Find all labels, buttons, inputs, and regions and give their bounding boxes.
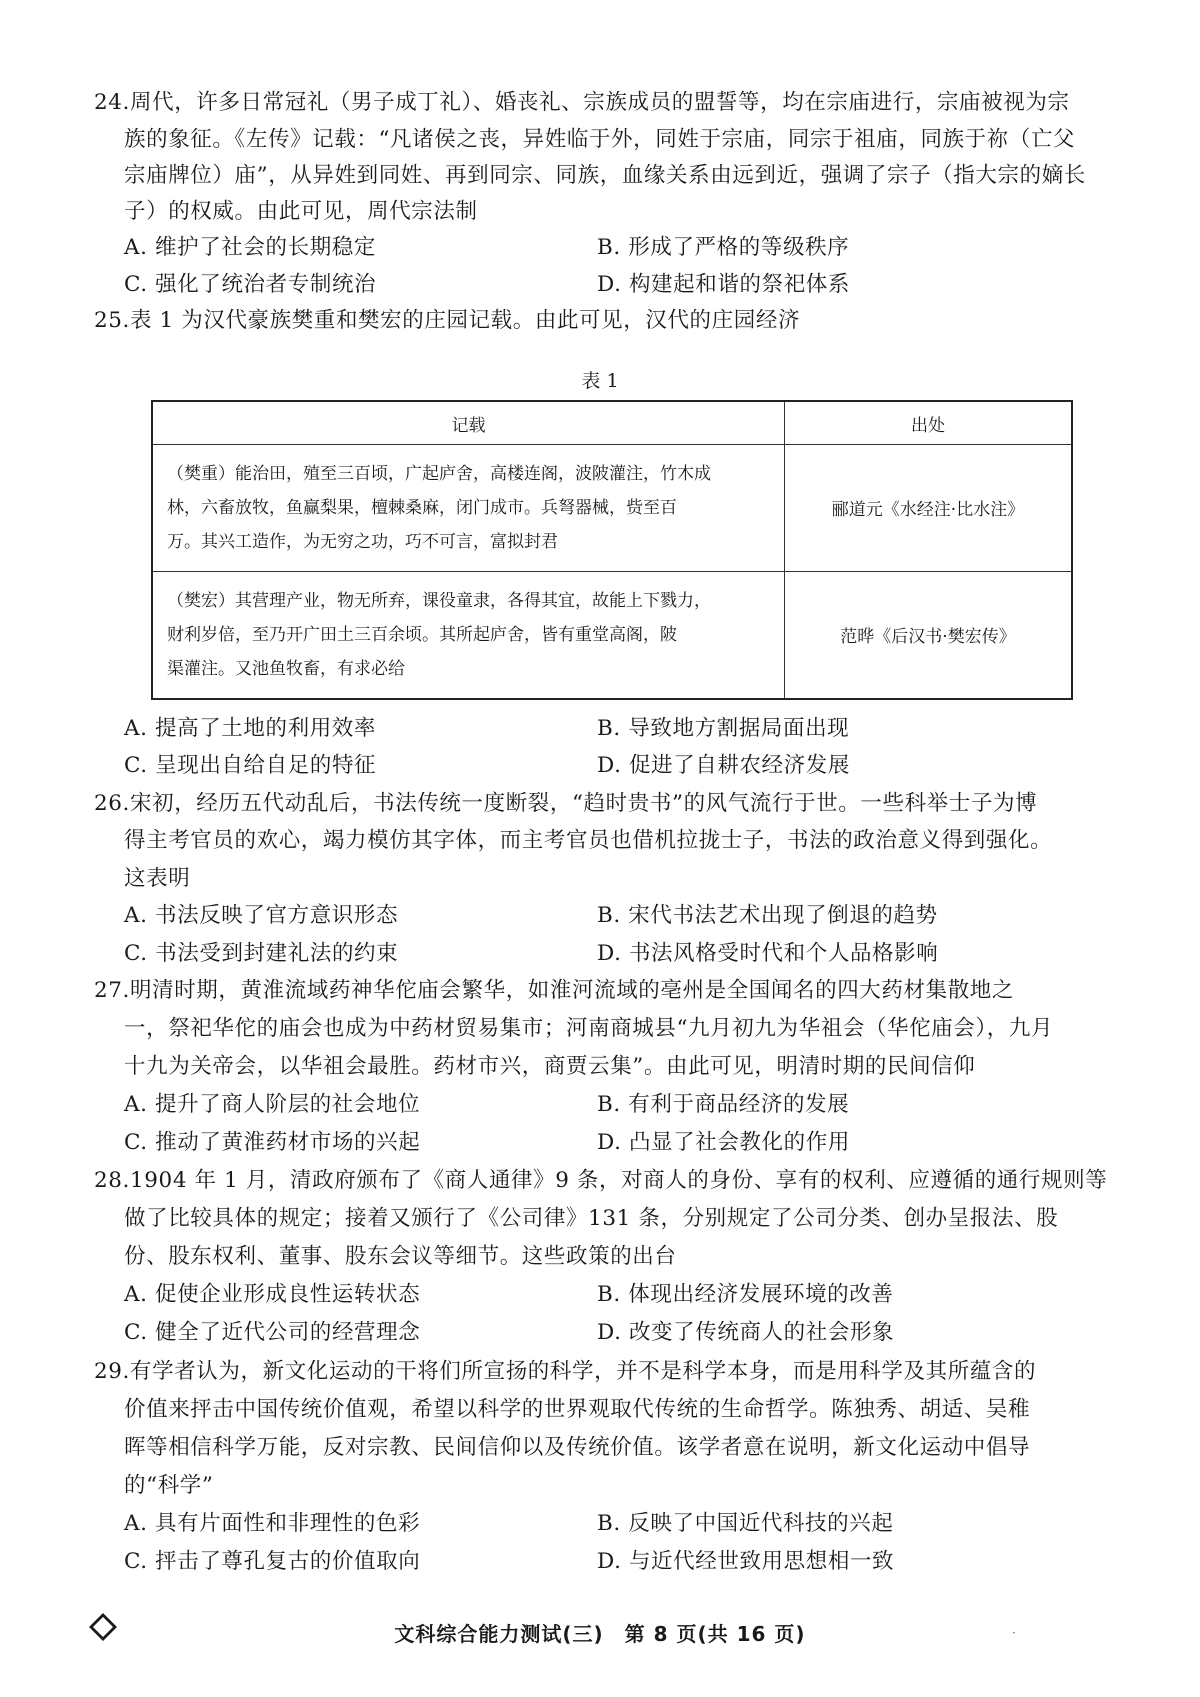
q29-stem-line-4: 的“科学” [124, 1473, 214, 1498]
q24-option-b: B. 形成了严格的等级秩序 [597, 235, 850, 260]
q29-option-c: C. 抨击了尊孔复古的价值取向 [124, 1549, 421, 1574]
q28-stem-line-3: 份、股东权利、董事、股东会议等细节。这些政策的出台 [124, 1244, 677, 1269]
q27-option-d: D. 凸显了社会教化的作用 [597, 1130, 850, 1155]
q28-option-d: D. 改变了传统商人的社会形象 [597, 1320, 895, 1345]
q27-option-c: C. 推动了黄淮药材市场的兴起 [124, 1130, 421, 1155]
record-line: 林，六畜放牧，鱼赢梨果，檀棘桑麻，闭门成市。兵弩器械，赀至百 [167, 497, 677, 518]
q24-stem-line-4: 子）的权威。由此可见，周代宗法制 [124, 199, 478, 224]
q27-stem-line-2: 一，祭祀华佗的庙会也成为中药材贸易集市；河南商城县“九月初九为华祖会（华佗庙会），九月 [124, 1016, 1054, 1041]
q29-stem-line-2: 价值来抨击中国传统价值观，希望以科学的世界观取代传统的生命哲学。陈独秀、胡适、吴稚 [124, 1397, 1031, 1422]
table-header-record: 记载 [152, 401, 785, 445]
q26-option-d: D. 书法风格受时代和个人品格影响 [597, 941, 939, 966]
q25-option-d: D. 促进了自耕农经济发展 [597, 753, 850, 778]
q29-stem-line-3: 晖等相信科学万能，反对宗教、民间信仰以及传统价值。该学者意在说明，新文化运动中倡导 [124, 1435, 1031, 1460]
q24-stem-line-2: 族的象征。《左传》记载：“凡诸侯之丧，异姓临于外，同姓于宗庙，同宗于祖庙，同族于祢（亡父 [124, 127, 1076, 152]
record-line: 渠灌注。又池鱼牧畜，有求必给 [167, 658, 405, 679]
q26-option-c: C. 书法受到封建礼法的约束 [124, 941, 399, 966]
table-header-row [152, 401, 1072, 445]
q26-option-b: B. 宋代书法艺术出现了倒退的趋势 [597, 903, 938, 928]
table-cell-source: 范晔《后汉书·樊宏传》 [785, 571, 1073, 699]
q24-option-c: C. 强化了统治者专制统治 [124, 272, 377, 297]
q24-stem-line-3: 宗庙牌位）庙”，从异姓到同姓、再到同宗、同族，血缘关系由远到近，强调了宗子（指大宗的嫡长 [124, 163, 1086, 188]
q26-stem-line-2: 得主考官员的欢心，竭力模仿其字体，而主考官员也借机拉拢士子，书法的政治意义得到强化。 [124, 828, 1053, 853]
q29-option-d: D. 与近代经世致用思想相一致 [597, 1549, 895, 1574]
q28-option-c: C. 健全了近代公司的经营理念 [124, 1320, 421, 1345]
q24-option-d: D. 构建起和谐的祭祀体系 [597, 272, 850, 297]
page-footer: 文科综合能力测试(三) 第 8 页(共 16 页) [394, 1622, 806, 1646]
q26-stem-line-1: 26.宋初，经历五代动乱后，书法传统一度断裂，“趋时贵书”的风气流行于世。一些科举士子为博 [94, 791, 1038, 816]
table-header-source: 出处 [785, 401, 1073, 445]
record-line: 万。其兴工造作，为无穷之功，巧不可言，富拟封君 [167, 531, 558, 552]
q28-option-a: A. 促使企业形成良性运转状态 [124, 1282, 421, 1307]
table-cell-source: 郦道元《水经注·比水注》 [785, 445, 1073, 572]
q24-option-a: A. 维护了社会的长期稳定 [124, 235, 376, 260]
q26-option-a: A. 书法反映了官方意识形态 [124, 903, 399, 928]
record-line: （樊重）能治田，殖至三百顷，广起庐舍，高楼连阁，波陂灌注，竹木成 [167, 463, 711, 484]
q29-stem-line-1: 29.有学者认为，新文化运动的干将们所宣扬的科学，并不是科学本身，而是用科学及其所蕴含的 [94, 1359, 1037, 1384]
record-line: 财利岁倍，至乃开广田土三百余顷。其所起庐舍，皆有重堂高阁，陂 [167, 624, 677, 645]
q28-stem-line-1: 28.1904 年 1 月，清政府颁布了《商人通律》9 条，对商人的身份、享有的权利、应遵循的通行规则等 [94, 1168, 1108, 1193]
record-table [151, 400, 1073, 700]
record-line: （樊宏）其营理产业，物无所弃，课役童隶，各得其宜，故能上下戮力， [167, 590, 711, 611]
table-cell-record [152, 445, 785, 572]
q25-option-c: C. 呈现出自给自足的特征 [124, 753, 377, 778]
q29-option-a: A. 具有片面性和非理性的色彩 [124, 1511, 421, 1536]
q24-stem-line-1: 24.周代，许多日常冠礼（男子成丁礼）、婚丧礼、宗族成员的盟誓等，均在宗庙进行，宗庙被视为宗 [94, 90, 1070, 115]
q28-option-b: B. 体现出经济发展环境的改善 [597, 1282, 894, 1307]
table-cell-record [152, 571, 785, 699]
q29-option-b: B. 反映了中国近代科技的兴起 [597, 1511, 894, 1536]
corner-mark: · [1012, 1626, 1016, 1640]
q27-option-a: A. 提升了商人阶层的社会地位 [124, 1092, 421, 1117]
q26-stem-line-3: 这表明 [124, 866, 191, 891]
q25-option-a: A. 提高了土地的利用效率 [124, 716, 376, 741]
q27-stem-line-1: 27.明清时期，黄淮流域药神华佗庙会繁华，如淮河流域的亳州是全国闻名的四大药材集散地之 [94, 978, 1014, 1003]
table-row [152, 445, 1072, 572]
table-caption: 表 1 [581, 370, 619, 392]
q27-stem-line-3: 十九为关帝会，以华祖会最胜。药材市兴，商贾云集”。由此可见，明清时期的民间信仰 [124, 1054, 976, 1079]
q25-stem-line-1: 25.表 1 为汉代豪族樊重和樊宏的庄园记载。由此可见，汉代的庄园经济 [94, 308, 801, 333]
q28-stem-line-2: 做了比较具体的规定；接着又颁行了《公司律》131 条，分别规定了公司分类、创办呈报法、股 [124, 1206, 1059, 1231]
q27-option-b: B. 有利于商品经济的发展 [597, 1092, 850, 1117]
q25-option-b: B. 导致地方割据局面出现 [597, 716, 850, 741]
table-row [152, 571, 1072, 699]
